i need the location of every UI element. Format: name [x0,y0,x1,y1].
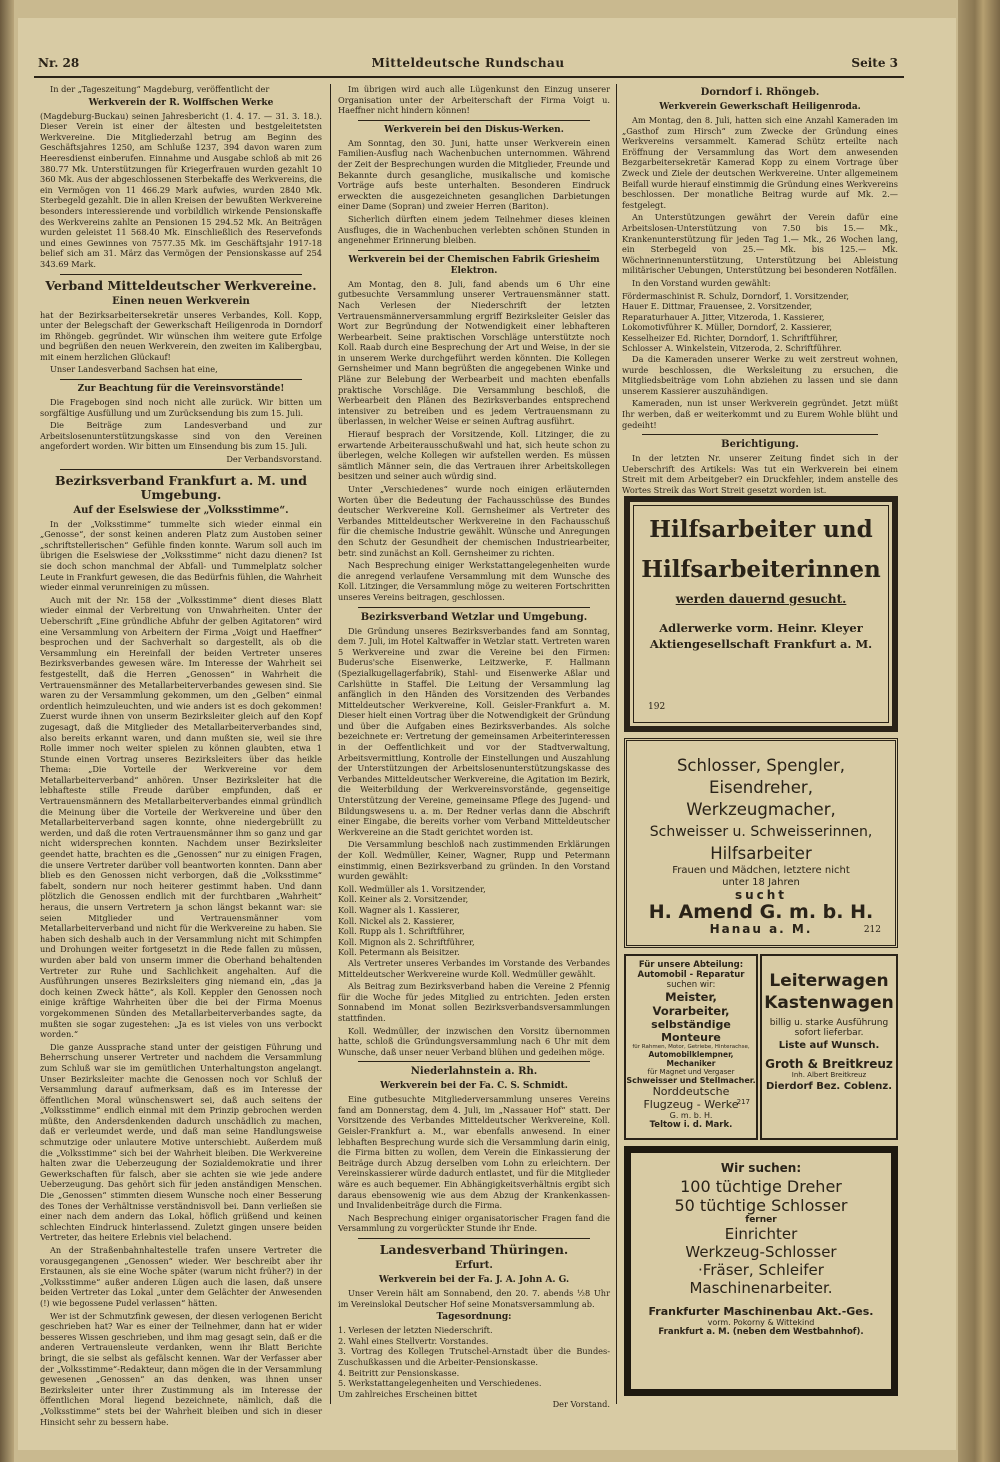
paragraph: Koll. Wedmüller, der inzwischen den Vorsitz übernommen hatte, schloß die Gründungsversammlung nach 6 Uhr mit dem Wunsche, daß unser neuer Verband blühen und gedeihen möge. [338,1025,610,1057]
advertisement-frankfurter-maschinenbau [624,1146,898,1396]
article-heading: Einen neuen Werkverein [112,295,250,307]
ad-text: für Rahmen, Motor, Getriebe, Hinterachse, [632,1044,750,1050]
ad-text: Werkzeug-Schlosser [685,1243,837,1261]
paragraph: Hierauf besprach der Vorsitzende, Koll. Litzinger, die zu erwartende Arbeiterausschußwahl und hat, sich heute schon zu überlegen, welche Kollegen wir aufstellen werden. Es müssen sämtlich Männer sein, die das Vertrauen ihrer Arbeitskollegen besitzen und seiner auch würdig sind. [338,429,610,482]
advertisement-flugzeugwerke [624,954,758,1140]
ad-company: Frankfurt a. M. (neben dem Westbahnhof). [658,1327,864,1337]
list-item: Hauer E. Dittmar, Frauensee, 2. Vorsitzender, [622,301,813,312]
ad-text: Meister, Vorarbeiter, [652,990,730,1018]
column-divider [616,84,617,1404]
list-item: 2. Wahl eines Stellvertr. Vorstandes. [338,1335,489,1346]
article-heading: Werkverein Gewerkschaft Heiligenroda. [659,102,861,112]
list-item: Schlosser A. Winkelstein, Vitzeroda, 2. Schriftführer. [622,343,842,354]
paragraph: hat der Bezirksarbeitersekretär unseres Verbandes, Koll. Kopp, unter der Belegschaft der Gewerkschaft Heiligenroda in Dorndorf im Rhöngeb. gegründet. Wir wünschen ihm weitere gute Erfolge und begrüßen den neuen Werkverein, den zweiten im Kalibergbau, mit einem herzlichen Glückauf! [40,309,322,362]
divider [642,434,878,435]
agenda-title: Tagesordnung: [436,1312,512,1323]
list-item: Koll. Wagner als 1. Kassierer, [338,904,460,915]
paragraph: (Magdeburg-Buckau) seinen Jahresbericht (1. 4. 17. — 31. 3. 18.). Dieser Verein ist einer der ältesten und bestgeleitetsten Werkvereine. Die Mitgliederzahl betrug am Beginn des Geschäftsjahres 1250, am Schluße 1237, 394 davon waren zum Heeresdienst einberufen. Einnahme und Ausgabe schloß ab mit 26 380.77 Mk. Unterstützungen für Kriegerfrauen wurden gezahlt 10 360 Mk. Aus der abgeschlossenen Sterbekaffe des Werkvereins, die ein Vermögen von 11 466.29 Mark aufwies, wurden 2840 Mk. Sterbegeld gezahlt. Die in allen Kreisen der bewußten Werkvereine besonders interessierende und vorbildlich wirkende Pensionskaffe des Werkvereins zahlte an Pensionen 15 294.52 Mk. An Beiträgen wurden geleistet 11 568.40 Mk. Einschließlich des Reservefonds und eines Gewinnes von 7577.35 Mk. im Geschäftsjahr 1917-18 belief sich am 31. März das Vermögen der Pensionskasse auf 254 343.69 Mark. [40,110,322,269]
header-rule [34,76,904,78]
paragraph: In der „Volksstimme“ tummelte sich wieder einmal ein „Genosse“, der sonst keinen anderen Platz zum Austoben seiner „schriftstellerischen“ Gefühle finden konnte. Warum soll auch im übrigen die Eselswiese der „Volksstimme“ nicht dazu dienen? Ist sie doch schon manchmal der Abfall- und Tummelplatz solcher Leute in Frankfurt gewesen, die das Bedürfnis fühlen, die Wahrheit wieder einmal verunreinigen zu müssen. [40,518,322,593]
signature: Der Verbandsvorstand. [226,454,322,465]
column-3 [622,84,898,494]
paragraph: Am Montag, den 8. Juli, fand abends um 6 Uhr eine gutbesuchte Versammlung unserer Vertrauensmänner statt. Nach Verlesen der Niederschrift der letzten Vertrauensmännerversammlung ergriff Bezirksleiter Geisler das Wort zur Begründung der Notwendigkeit einer lebhafteren Werbearbeit. Seine praktischen Vorschläge unterstützte noch Koll. Raab durch eine Besprechung der Art und Weise, in der sie in unserem Werke durchgeführt werden könnten. Die Kollegen Gernsheimer und Mann begrüßten die angegebenen Winke und Pläne zur Belebung der Werbearbeit und machten ebenfalls praktische Vorschläge. Die Versammlung beschloß, die Werbearbeit den Plänen des Bezirksverbandes entsprechend intensiver zu betreiben und es jedem Vertrauensmann zu überlassen, in welcher Weise er seinen Auftrag ausführt. [338,278,610,427]
ad-company: Flugzeug - Werke [643,1098,739,1111]
divider [60,379,302,380]
paragraph: In den Vorstand wurden gewählt: [632,277,771,288]
ad-headline: 50 tüchtige Schlosser [674,1196,848,1215]
divider [60,469,302,470]
ad-company: Adlerwerke vorm. Heinr. Kleyer [659,621,863,635]
article-heading: Werkverein bei den Diskus-Werken. [384,124,564,135]
list-item: 4. Beitritt zur Pensionskasse. [338,1367,460,1378]
paragraph: Unter „Verschiedenes“ wurde noch einigen erläuternden Worten über die Bedeutung der Fachausschüsse des Bundes deutscher Werkvereine Koll. Gernsheimer als Vertreter des Verbandes Mitteldeutscher Werkvereine in den Fachausschuß für die chemische Industrie gewählt. Wünsche und Anregungen den Schutz der Gesundheit der chemischen Industriearbeiter, betr. sind zunächst an Koll. Gernsheimer zu richten. [338,484,610,558]
paragraph: Sicherlich dürften einem jedem Teilnehmer dieses kleinen Ausfluges, die in Wachenbuchen verlebten schönen Stunden in angenehmer Erinnerung bleiben. [338,213,610,246]
ad-text: Schlosser, Spengler, [676,756,846,775]
list-item: Koll. Mignon als 2. Schriftführer, [338,936,475,947]
article-heading: Werkverein bei der Fa. J. A. John A. G. [378,1275,570,1285]
list-item: Koll. Petermann als Beisitzer. [338,947,460,958]
paragraph: Auch mit der Nr. 158 der „Volksstimme“ dient dieses Blatt wieder einmal der Verbreitung von Unwahrheiten. Unter der Ueberschrift „Eine gründliche Abfuhr der gelben Agitatoren“ wird eine Versammlung von Arbeitern der Firma „Voigt und Haeffner“ besprochen und der Sachverhalt so dargestellt, als ob die Versammlung ein Hereinfall der beiden Vertreter unseres Bezirksverbandes gewesen wäre. Im Interesse der Wahrheit sei festgestellt, daß die Herren „Genossen“ in Wahrheit die Vertrauensmänner des Metallarbeiterverbandes gewesen sind. Sie waren zu der Versammlung gekommen, um den „Gelben“ einmal ordentlich heimzuleuchten, und wie anders ist es doch gekommen! Zuerst wurde ihnen von unserm Bezirksleiter gleich auf den Kopf zugesagt, daß die Mitglieder des Metallarbeiterverbandes sind, also bereits erkannt waren, und dann mußten sie, weil sie ihre Rolle immer noch weiter spielen zu können glaubten, etwa 1 Stunde einen Vortrag unseres Bezirksleiters über das heikle Thema: „Die Vorteile der Werkvereine vor dem Metallarbeiterverband“ anhören. Unser Bezirksleiter hat die lebhafteste stille Freude darüber empfunden, daß er Vertrauensmännern des Metallarbeiterverbandes einmal gründlich die Meinung über die Vorteile der Werkvereine und über den Metallarbeiterverband sagen konnte, ohne niedergebrüllt zu werden, und daß die roten Vertrauensmänner ihm so ganz und gar nicht widersprechen konnten. Nachdem unser Bezirksleiter geendet hatte, brachten es die „Genossen“ nur zu einigen Fragen, die unsere Vertreter darüber voll beantworten konnten. Dann aber blieb es den Genossen nicht verborgen, daß die „Volksstimme“ fabelt, sondern nur noch heiterer gestimmt haben. Und dann plötzlich die Genossen endlich mit der furchtbaren „Wahrheit“ heraus, die unsern Vertretern ja schon längst bekannt war: sie seien Mitglieder und Vertrauensmänner vom Metallarbeiterverband und nicht für die Werkvereine zu haben. Sie haben sich deshalb auch in der Versammlung nicht mit Schimpfen und Drohungen weiter fortgesetzt in die Rede fallen zu müssen, wurden aber bald von unserm immer die Oberhand behaltenden Vertreter zur Ruhe und Sachlichkeit angehalten. Auf die Ausführungen unseres Bezirksleiters ging niemand ein, „das ja doch keinen Zweck hätte“, als Koll. Keppler den Genossen noch einige kräftige Wahrheiten über die bei der Firma Moenus vorgekommenen Sünden des Metallarbeiterverbandes sagte, da mußten sie sogar zugestehen: „Ja es ist vieles von uns verbockt worden.“ [40,594,322,1040]
issue-number: Nr. 28 [38,56,80,70]
list-item: Koll. Nickel als 2. Kassierer, [338,915,455,926]
ad-company: Inh. Albert Breitkreuz [791,1071,867,1079]
paragraph: Die Beiträge zum Landesverband und zur Arbeitslosenunterstützungskasse sind von den Vereinen angefordert worden. Wir bitten um Einsendung bis zum 15. Juli. [40,420,322,452]
paragraph: In der letzten Nr. unserer Zeitung findet sich in der Ueberschrift des Artikels: Was tut ein Werkverein bei einem Streit mit dem Arbeitgeber? ein Druckfehler, indem anstelle des Wortes Streik das Wort Streit gesetzt worden ist. [622,453,898,495]
paragraph: Nach Besprechung einiger organisatorischer Fragen fand die Versammlung zu vorgerückter Stunde ihr Ende. [338,1212,610,1234]
paragraph: Im übrigen wird auch alle Lügenkunst den Einzug unserer Organisation unter der Arbeiterschaft der Firma Voigt u. Haeffner nicht hindern können! [338,84,610,116]
paragraph: Die ganze Aussprache stand unter der geistigen Führung und Beherrschung unserer Vertreter und nachdem die Versammlung zum Schluß war sie im gemütlichen Unterhaltungston angelangt. Unser Bezirksleiter machte die Genossen noch vor Schluß der Versammlung darauf aufmerksam, daß es im Interesse der öffentlichen Moral wünschenswert sei, daß auch seitens der „Volksstimme“ endlich einmal mit dem Prinzip gebrochen werden müßte, den Andersdenkenden dadurch unschädlich zu machen, daß er verleumdet werde, und daß man seine Handlungsweise schmutzige oder unlautere Motive unterschiebt. Außerdem muß die „Volksstimme“ sich bei der Wahrheit bleiben. Die Werkvereine halten zwar die Ueberzeugung der Sozialdemokratie und ihrer Gewerkschaften für falsch, aber sie achten sie wie jede andere Ueberzeugung. Das gehört sich für jeden anständigen Menschen. Die „Genossen“ stimmten diesem Wunsche noch einer Besserung des Tones der Verhältnisse verständnisvoll bei. Dann verließen sie einer nach dem andern das Lokal, höflich grüßend und keinen schlechten Eindruck hinterlassend. Zuletzt gingen unsere beiden Vertreter, das heitere Erlebnis viel belachend. [40,1041,322,1243]
paragraph: Am Sonntag, den 30. Juni, hatte unser Werkverein einen Familien-Ausflug nach Wachenbuchen unternommen. Während der Zeit der Besprechungen wurden die Mitglieder, Freunde und Bekannte durch gesangliche, musikalische und komische Vorträge aufs beste unterhalten. Besonderen Eindruck erweckten die ausgezeichneten gesanglichen Darbietungen einer Dame (Sopran) und zweier Herren (Bariton). [338,137,610,212]
list-item: Lokomotivführer K. Müller, Dorndorf, 2. Kassierer, [622,322,832,333]
paragraph: Die Versammlung beschloß nach zustimmenden Erklärungen der Koll. Wedmüller, Keiner, Wagner, Rupp und Petermann einstimmig, einen Bezirksverband zu gründen. In den Vorstand wurden gewählt: [338,839,610,882]
section-heading: Dorndorf i. Rhöngeb. [700,87,820,98]
section-heading: Verband Mitteldeutscher Werkvereine. [45,277,317,293]
ad-company: H. Amend G. m. b. H. [648,901,874,923]
ad-company: Hanau a. M. [709,922,813,936]
paragraph: Eine gutbesuchte Mitgliederversammlung unseres Vereins fand am Donnerstag, dem 4. Juli, im „Nassauer Hof“ statt. Der Vorsitzende des Verbandes Mitteldeutscher Werkvereine, Koll. Geisler-Frankfurt a. M., war ebenfalls anwesend. In einer lebhaften Besprechung wurde sich die Versammlung darin einig, die Firma bitten zu wollen, dem Verein die Einkassierung der Beiträge durch Abzug derselben vom Lohn zu erleichtern. Der Vereinskassierer würde dadurch entlastet, und für die Mitglieder wäre es auch bequemer. Ein Abhängigkeitsverhältnis ergibt sich daraus ebensowenig wie aus dem Abzug der Krankenkassen- und Invalidenbeiträge durch die Firma. [338,1094,610,1211]
section-heading: Bezirksverband Wetzlar und Umgebung. [360,611,588,623]
page-header [38,56,898,76]
ad-text: billig u. starke Ausführung [769,1018,889,1028]
list-item: 3. Vortrag des Kollegen Trutschel-Arnstadt über die Bundes-Zuschußkassen und die Arbeiter-Pensionskasse. [338,1346,610,1367]
list-item: Um zahlreiches Erscheinen bittet [338,1388,478,1399]
section-heading: Landesverband Thüringen. [379,1242,569,1257]
ad-company: Groth & Breitkreuz [765,1057,893,1071]
ad-number: 192 [648,702,666,712]
article-heading: Werkverein bei der Chemischen Fabrik Griesheim Elektron. [348,254,600,276]
divider [358,1238,590,1239]
paragraph: An der Straßenbahnhaltestelle trafen unsere Vertreter die vorausgegangenen „Genossen“ wieder. Wer beschreibt aber ihr Erstaunen, als sie eine Woche später (warum nicht früher?) in der „Volksstimme“ außer anderen Lügen auch die lasen, daß unsere beiden Vertreter das Lokal „unter dem Gelächter der Anwesenden (!) wie begossene Pudel verlassen“ hätten. [40,1245,322,1308]
ad-text: Maschinenarbeiter. [689,1279,833,1297]
article-heading: Erfurt. [455,1260,493,1271]
advertisement-groth-breitkreuz [760,954,898,1140]
ad-text: unter 18 Jahren [722,877,800,888]
divider [358,1061,590,1062]
ad-number: 212 [863,925,881,935]
divider [60,274,302,275]
paragraph: In der „Tageszeitung“ Magdeburg, veröffentlicht der [50,84,270,94]
ad-text: Liste auf Wunsch. [778,1040,880,1051]
ad-headline: Hilfsarbeiterinnen [641,556,881,583]
section-heading: Niederlahnstein a. Rh. [410,1066,538,1078]
ad-headline: Hilfsarbeiter und [649,516,873,543]
list-item: 5. Werkstattangelegenheiten und Verschiedenes. [338,1378,542,1389]
ad-text: Hilfsarbeiter [710,844,812,863]
article-heading: Auf der Eselswiese der „Volksstimme“. [73,504,289,516]
signature: Der Vorstand. [552,1399,610,1410]
ad-company: G. m. b. H. [669,1111,713,1120]
ad-text: ·Fräser, Schleifer [698,1261,824,1279]
paragraph: Nach Besprechung einiger Werkstattangelegenheiten wurde die anregend verlaufene Versammlung mit dem Wunsche des Koll. Litzinger, die Versammlung möge zu weiteren Fortschritten unseres Vereins beitragen, geschlossen. [338,560,610,602]
article-heading: Werkverein bei der Fa. C. S. Schmidt. [380,1081,568,1092]
ad-text: werden dauernd gesucht. [675,592,847,606]
ad-company: Norddeutsche [652,1085,730,1098]
ad-company: Teltow i. d. Mark. [649,1120,733,1130]
divider [358,120,590,121]
ad-number: 217 [736,1098,750,1106]
article-heading: Werkverein der R. Wolffschen Werke [88,97,274,108]
binding-gutter [0,0,14,1462]
ad-text: Für unsere Abteilung: [638,960,744,970]
ad-headline: 100 tüchtige Dreher [680,1177,842,1196]
ad-text: Eisendreher, [709,778,813,797]
section-heading: Bezirksverband Frankfurt a. M. und Umgebung. [55,472,307,502]
ad-company: Aktiengesellschaft Frankfurt a. M. [649,637,873,651]
ad-text: für Magnet und Vergaser [647,1068,735,1076]
paragraph: Unser Verein hält am Sonnabend, den 20. 7. abends ½8 Uhr im Vereinslokal Deutscher Hof seine Monatsversammlung ab. [338,1288,610,1309]
advertisement-adlerwerke [624,496,898,732]
paragraph: Wer ist der Schmutzfink gewesen, der diesen verlogenen Bericht geschrieben hat? War es einer der Teilnehmer, dann hat er wider besseres Wissen geschrieben, und ihm mag gesagt sein, daß er die anderen Vertrauensleute verdanken, wenn ihr Blatt Berichte bringt, die sie selbst als gefälscht kennen. War der Verfasser aber der „Volksstimme“-Redakteur, dann mögen die in der Versammlung gewesenen „Genossen“ an das denken, was ihnen unser Bezirksleiter unter ihrer Zustimmung als im Interesse der öffentlichen Moral liegend bezeichnete, nämlich, daß die „Volksstimme“ stets bei der Wahrheit bleiben und sich in dieser Hinsicht sehr zu bessern habe. [40,1310,322,1427]
masthead: Mitteldeutsche Rundschau [371,56,565,70]
paragraph: Am Montag, den 8. Juli, hatten sich eine Anzahl Kameraden im „Gasthof zum Hirsch“ zum Zwecke der Gründung eines Werkvereins versammelt. Kamerad Schütz erteilte nach Eröffnung der Versammlung das Wort dem anwesenden Bezgarbeitersekretär Kamerad Kopp zu einem Vortrage über Zweck und Ziele der deutschen Werkvereine. Unter allgemeinem Beifall wurde hierauf einstimmig die Gründung eines Werkvereins beschlossen. Der monatliche Beitrag wurde auf Mk. 2.— festgelegt. [622,115,898,210]
list-item: Koll. Rupp als 1. Schriftführer, [338,926,465,937]
divider [358,607,590,608]
ad-company: vorm. Pokorny & Wittekind [707,1318,815,1327]
ad-text: Einrichter [724,1225,798,1243]
ad-text: Wir suchen: [720,1161,802,1175]
page-number: Seite 3 [851,56,898,70]
ad-text: sucht [734,888,788,902]
article-heading: Berichtigung. [721,439,799,451]
ad-text: Werkzeugmacher, [686,800,836,819]
ad-headline: Leiterwagen [769,971,889,991]
column-1 [40,84,322,1427]
ad-text: Frauen und Mädchen, letztere nicht [672,865,850,876]
list-item: Koll. Keiner als 2. Vorsitzender, [338,894,469,905]
ad-text: Schweisser u. Schweisserinnen, [649,824,873,840]
column-divider [330,84,331,1404]
ad-company: Dierdorf Bez. Coblenz. [765,1081,893,1092]
paragraph: Unser Landesverband Sachsen hat eine, [50,364,218,375]
ad-text: Schweisser und Stellmacher. [626,1076,756,1085]
article-heading: Zur Beachtung für die Vereinsvorstände! [77,384,285,395]
paragraph: Als Beitrag zum Bezirksverband haben die Vereine 2 Pfennig für die Woche für jedes Mitglied zu entrichten. Jeden ersten Sonnabend im Monat sollen Bezirksverbandsversammlungen stattfinden. [338,981,610,1023]
page-edge [958,0,1000,1462]
paragraph: Die Fragebogen sind noch nicht alle zurück. Wir bitten um sorgfältige Ausfüllung und um Zurücksendung bis zum 15. Juli. [40,397,322,418]
paragraph: Als Vertreter unseres Verbandes im Vorstande des Verbandes Mitteldeutscher Werkvereine wurde Koll. Wedmüller gewählt. [338,957,610,979]
ad-text: selbständige Monteure [651,1018,731,1044]
ad-text: ferner [745,1215,777,1225]
ad-text: suchen wir: [666,980,716,990]
divider [358,250,590,251]
ad-headline: Kastenwagen [764,993,894,1013]
ad-company: Frankfurter Maschinenbau Akt.-Ges. [648,1305,874,1318]
paragraph: An Unterstützungen gewährt der Verein dafür eine Arbeitslosen-Unterstützung von 7.50 bis 15.— Mk., Krankenunterstützung für jeden Tag 1.— Mk., 26 Wochen lang, ein Sterbegeld von 25.— Mk. bis 125.— Mk. Wöchnerinnenunterstützung, Unterstützung bei Ableistung militärischer Uebungen, Unterstützung bei besonderen Notfällen. [622,212,898,276]
list-item: Reparaturhauer A. Jitter, Vitzeroda, 1. Kassierer, [622,311,825,322]
paragraph: Da die Kameraden unserer Werke zu weit zerstreut wohnen, wurde beschlossen, die Werksleitung zu ersuchen, die Mitgliedsbeiträge vom Lohn abziehen zu lassen und sie dann unserem Kassierer auszuhändigen. [622,354,898,396]
list-item: Koll. Wedmüller als 1. Vorsitzender, [338,883,486,894]
ad-text: Automobil - Reparatur [637,970,745,980]
list-item: Fördermaschinist R. Schulz, Dorndorf, 1. Vorsitzender, [622,290,850,301]
advertisement-amend [624,738,898,948]
list-item: Kesselheizer Ed. Richter, Dorndorf, 1. Schriftführer, [622,332,838,343]
column-2 [338,84,610,1410]
list-item: 1. Verlesen der letzten Niederschrift. [338,1325,493,1336]
paragraph: Die Gründung unseres Bezirksverbandes fand am Sonntag, dem 7. Juli, im Hotel Kaltwaffer in Wetzlar statt. Vertreten waren 5 Werkvereine und zwar die Vereine bei den Firmen: Buderus'sche Eisenwerke, Leitzwerke, F. Hallmann (Spezialkugellagerfabrik), Stahl- und Eisenwerke Aßlar und Carlshütte in Staffel. Die Leitung der Versammlung lag anfänglich in den Händen des Vorsitzenden des Verbandes Mitteldeutscher Werkvereine, Koll. Geisler-Frankfurt a. M. Dieser hielt einen Vortrag über die Notwendigkeit der Gründung und über die Aufgaben eines Bezirksverbandes. Als solche bezeichnete er: Vertretung der gemeinsamen Arbeiterinteressen in der Oeffentlichkeit und vor der Stadtverwaltung, Arbeitsvermittlung, Kontrolle der Einstellungen und Auszahlung der Unterstützungen der Arbeitslosenunterstützungskasse des Verbandes Mitteldeutscher Werkvereine, die Agitation im Bezirk, die Weiterbildung der Werkvereinsvorstände, gegenseitige Unterstützung der Vereine, gemeinsame Pflege des Jugend- und Bildungswesens u. a. m. Der Redner verlas dann die Abschrift einer Eingabe, die bereits vorher vom Verband Mitteldeutscher Werkvereine an die Stadt gerichtet worden ist. [338,625,610,837]
ad-text: sofort lieferbar. [794,1028,864,1038]
ad-text: Automobilklempner, Mechaniker [648,1050,734,1068]
paragraph: Kameraden, nun ist unser Werkverein gegründet. Jetzt müßt Ihr werben, daß er weiterkommt und zu Eurem Wohle blüht und gedeiht! [622,398,898,430]
